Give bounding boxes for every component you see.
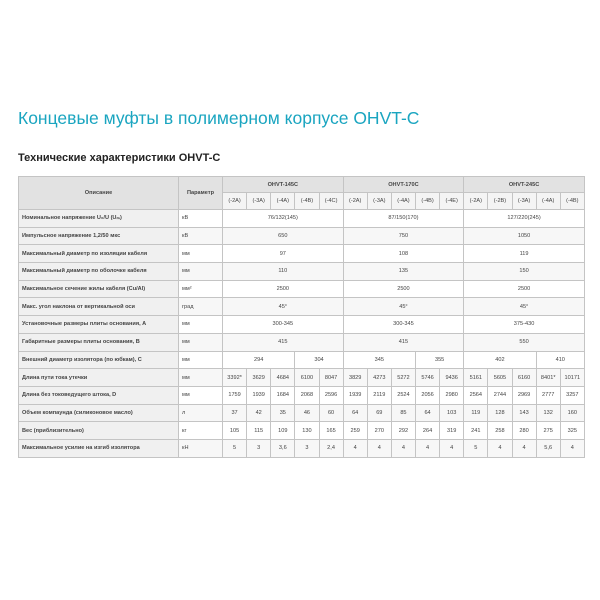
value-cell: 4 bbox=[343, 439, 367, 457]
row-unit: мм bbox=[179, 245, 223, 263]
table-row bbox=[19, 386, 585, 404]
value-cell: 42 bbox=[247, 404, 271, 422]
variant-header: (-4A) bbox=[391, 193, 415, 210]
value-cell: 4 bbox=[512, 439, 536, 457]
value-cell: 160 bbox=[560, 404, 584, 422]
variant-header: (-3A) bbox=[247, 193, 271, 210]
table-row bbox=[19, 422, 585, 440]
value-cell: 4 bbox=[367, 439, 391, 457]
value-cell: 258 bbox=[488, 422, 512, 440]
value-cell: 3 bbox=[295, 439, 319, 457]
value-cell: 2969 bbox=[512, 386, 536, 404]
row-unit: мм bbox=[179, 351, 223, 369]
table-row bbox=[19, 280, 585, 298]
value-cell: 241 bbox=[464, 422, 488, 440]
value-cell: 2500 bbox=[464, 280, 585, 298]
table-row bbox=[19, 227, 585, 245]
variant-header: (-3A) bbox=[512, 193, 536, 210]
row-description: Установочные размеры плиты основания, A bbox=[19, 316, 179, 334]
value-cell: 375-430 bbox=[464, 316, 585, 334]
value-cell: 165 bbox=[319, 422, 343, 440]
value-cell: 325 bbox=[560, 422, 584, 440]
value-cell: 2744 bbox=[488, 386, 512, 404]
value-cell: 2,4 bbox=[319, 439, 343, 457]
value-cell: 64 bbox=[343, 404, 367, 422]
row-description: Максимальное сечение жилы кабеля (Cu/Al) bbox=[19, 280, 179, 298]
value-cell: 294 bbox=[223, 351, 295, 369]
value-cell: 9436 bbox=[440, 369, 464, 387]
value-cell: 275 bbox=[536, 422, 560, 440]
value-cell: 6160 bbox=[512, 369, 536, 387]
value-cell: 300-345 bbox=[343, 316, 464, 334]
table-row bbox=[19, 369, 585, 387]
value-cell: 2524 bbox=[391, 386, 415, 404]
value-cell: 135 bbox=[343, 263, 464, 281]
row-description: Длина без токоведущего штока, D bbox=[19, 386, 179, 404]
variant-header: (-2A) bbox=[464, 193, 488, 210]
value-cell: 143 bbox=[512, 404, 536, 422]
value-cell: 410 bbox=[536, 351, 584, 369]
variant-header: (-2A) bbox=[223, 193, 247, 210]
row-description: Габаритные размеры плиты основания, B bbox=[19, 333, 179, 351]
value-cell: 85 bbox=[391, 404, 415, 422]
variant-header: (-3A) bbox=[367, 193, 391, 210]
value-cell: 4273 bbox=[367, 369, 391, 387]
value-cell: 69 bbox=[367, 404, 391, 422]
value-cell: 35 bbox=[271, 404, 295, 422]
value-cell: 5161 bbox=[464, 369, 488, 387]
value-cell: 2056 bbox=[416, 386, 440, 404]
value-cell: 119 bbox=[464, 245, 585, 263]
header-group-245: OHVT-245C bbox=[464, 177, 585, 193]
table-row bbox=[19, 439, 585, 457]
value-cell: 87/150(170) bbox=[343, 210, 464, 228]
variant-header: (-4B) bbox=[295, 193, 319, 210]
table-row bbox=[19, 351, 585, 369]
row-unit: кг bbox=[179, 422, 223, 440]
value-cell: 345 bbox=[343, 351, 415, 369]
row-description: Длина пути тока утечки bbox=[19, 369, 179, 387]
value-cell: 1939 bbox=[247, 386, 271, 404]
value-cell: 46 bbox=[295, 404, 319, 422]
value-cell: 304 bbox=[295, 351, 343, 369]
value-cell: 5 bbox=[223, 439, 247, 457]
row-unit: мм² bbox=[179, 280, 223, 298]
value-cell: 6100 bbox=[295, 369, 319, 387]
row-unit: кН bbox=[179, 439, 223, 457]
header-group-145: OHVT-145C bbox=[223, 177, 344, 193]
row-description: Максимальный диаметр по оболочке кабеля bbox=[19, 263, 179, 281]
value-cell: 4684 bbox=[271, 369, 295, 387]
value-cell: 2777 bbox=[536, 386, 560, 404]
value-cell: 108 bbox=[343, 245, 464, 263]
row-unit: мм bbox=[179, 316, 223, 334]
value-cell: 259 bbox=[343, 422, 367, 440]
value-cell: 355 bbox=[416, 351, 464, 369]
table-row bbox=[19, 298, 585, 316]
value-cell: 3 bbox=[247, 439, 271, 457]
value-cell: 280 bbox=[512, 422, 536, 440]
value-cell: 97 bbox=[223, 245, 344, 263]
table-row bbox=[19, 263, 585, 281]
value-cell: 150 bbox=[464, 263, 585, 281]
value-cell: 270 bbox=[367, 422, 391, 440]
value-cell: 132 bbox=[536, 404, 560, 422]
value-cell: 5746 bbox=[416, 369, 440, 387]
value-cell: 4 bbox=[440, 439, 464, 457]
value-cell: 37 bbox=[223, 404, 247, 422]
table-row bbox=[19, 245, 585, 263]
value-cell: 3829 bbox=[343, 369, 367, 387]
variant-header: (-4B) bbox=[416, 193, 440, 210]
value-cell: 1759 bbox=[223, 386, 247, 404]
variant-header: (-4A) bbox=[536, 193, 560, 210]
table-row bbox=[19, 333, 585, 351]
value-cell: 3257 bbox=[560, 386, 584, 404]
value-cell: 109 bbox=[271, 422, 295, 440]
row-unit: мм bbox=[179, 386, 223, 404]
value-cell: 2596 bbox=[319, 386, 343, 404]
value-cell: 4 bbox=[488, 439, 512, 457]
variant-header: (-4E) bbox=[440, 193, 464, 210]
value-cell: 45° bbox=[464, 298, 585, 316]
value-cell: 2500 bbox=[343, 280, 464, 298]
value-cell: 119 bbox=[464, 404, 488, 422]
value-cell: 550 bbox=[464, 333, 585, 351]
header-group-170: OHVT-170C bbox=[343, 177, 464, 193]
row-description: Номинальное напряжение U₀/U (Uₘ) bbox=[19, 210, 179, 228]
variant-header: (-2B) bbox=[488, 193, 512, 210]
row-unit: мм bbox=[179, 369, 223, 387]
value-cell: 3,6 bbox=[271, 439, 295, 457]
header-parameter: Параметр bbox=[179, 177, 223, 210]
variant-header: (-4A) bbox=[271, 193, 295, 210]
value-cell: 5272 bbox=[391, 369, 415, 387]
value-cell: 130 bbox=[295, 422, 319, 440]
value-cell: 300-345 bbox=[223, 316, 344, 334]
row-description: Максимальный диаметр по изоляции кабеля bbox=[19, 245, 179, 263]
value-cell: 105 bbox=[223, 422, 247, 440]
value-cell: 415 bbox=[223, 333, 344, 351]
value-cell: 45° bbox=[343, 298, 464, 316]
value-cell: 650 bbox=[223, 227, 344, 245]
variant-header: (-4B) bbox=[560, 193, 584, 210]
value-cell: 5 bbox=[464, 439, 488, 457]
value-cell: 415 bbox=[343, 333, 464, 351]
section-subtitle: Технические характеристики OHVT-C bbox=[18, 152, 221, 164]
value-cell: 8047 bbox=[319, 369, 343, 387]
value-cell: 128 bbox=[488, 404, 512, 422]
row-unit: л bbox=[179, 404, 223, 422]
row-unit: кВ bbox=[179, 227, 223, 245]
value-cell: 45° bbox=[223, 298, 344, 316]
value-cell: 8401* bbox=[536, 369, 560, 387]
value-cell: 2068 bbox=[295, 386, 319, 404]
row-description: Вес (приблизительно) bbox=[19, 422, 179, 440]
value-cell: 2980 bbox=[440, 386, 464, 404]
table-row bbox=[19, 210, 585, 228]
table-row bbox=[19, 404, 585, 422]
value-cell: 4 bbox=[560, 439, 584, 457]
value-cell: 2500 bbox=[223, 280, 344, 298]
value-cell: 1939 bbox=[343, 386, 367, 404]
row-description: Импульсное напряжение 1,2/50 мкс bbox=[19, 227, 179, 245]
value-cell: 110 bbox=[223, 263, 344, 281]
value-cell: 5605 bbox=[488, 369, 512, 387]
value-cell: 103 bbox=[440, 404, 464, 422]
value-cell: 4 bbox=[391, 439, 415, 457]
value-cell: 64 bbox=[416, 404, 440, 422]
row-unit: мм bbox=[179, 333, 223, 351]
specifications-table bbox=[18, 176, 585, 458]
value-cell: 292 bbox=[391, 422, 415, 440]
value-cell: 2119 bbox=[367, 386, 391, 404]
row-description: Объем компаунда (силиконовое масло) bbox=[19, 404, 179, 422]
variant-header: (-4C) bbox=[319, 193, 343, 210]
row-description: Внешний диаметр изолятора (по юбкам), C bbox=[19, 351, 179, 369]
page-title: Концевые муфты в полимерном корпусе OHVT-C bbox=[18, 108, 420, 128]
value-cell: 76/132(145) bbox=[223, 210, 344, 228]
row-description: Макс. угол наклона от вертикальной оси bbox=[19, 298, 179, 316]
value-cell: 127/220(245) bbox=[464, 210, 585, 228]
value-cell: 60 bbox=[319, 404, 343, 422]
table-row bbox=[19, 316, 585, 334]
header-description: Описание bbox=[19, 177, 179, 210]
table-header-row bbox=[19, 177, 585, 193]
table-body bbox=[19, 210, 585, 458]
value-cell: 402 bbox=[464, 351, 536, 369]
value-cell: 4 bbox=[416, 439, 440, 457]
value-cell: 750 bbox=[343, 227, 464, 245]
row-description: Максимальное усилие на изгиб изолятора bbox=[19, 439, 179, 457]
row-unit: мм bbox=[179, 263, 223, 281]
value-cell: 115 bbox=[247, 422, 271, 440]
value-cell: 5,6 bbox=[536, 439, 560, 457]
value-cell: 1684 bbox=[271, 386, 295, 404]
value-cell: 3629 bbox=[247, 369, 271, 387]
value-cell: 2564 bbox=[464, 386, 488, 404]
value-cell: 10171 bbox=[560, 369, 584, 387]
variant-header: (-2A) bbox=[343, 193, 367, 210]
value-cell: 1050 bbox=[464, 227, 585, 245]
row-unit: град bbox=[179, 298, 223, 316]
value-cell: 264 bbox=[416, 422, 440, 440]
value-cell: 319 bbox=[440, 422, 464, 440]
value-cell: 3392* bbox=[223, 369, 247, 387]
row-unit: кВ bbox=[179, 210, 223, 228]
